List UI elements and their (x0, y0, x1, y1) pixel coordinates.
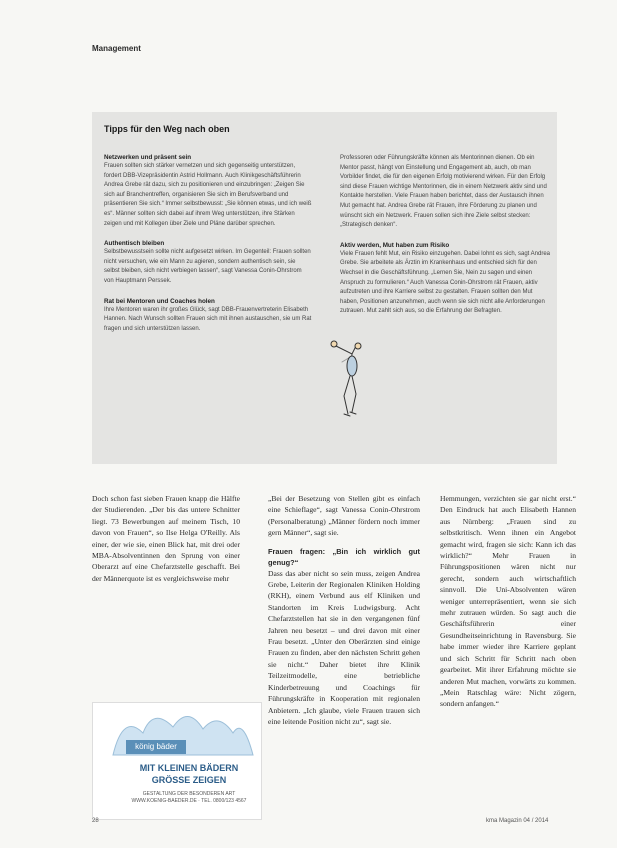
magazine-footer: kma Magazin 04 / 2014 (486, 818, 549, 824)
tip-block (104, 298, 312, 335)
woman-reaching-illustration (322, 334, 372, 434)
article-paragraph: „Bei der Besetzung von Stellen gibt es einfach eine Schieflage“, sagt Vanessa Conin-Ohrstrom (Personalberatung) „Männer fördern noch immer gern Männer“, sagt sie. (268, 494, 420, 538)
tip-heading: Aktiv werden, Mut haben zum Risiko (340, 241, 450, 249)
advertisement (92, 702, 262, 820)
article-column-1 (92, 493, 240, 584)
tip-heading: Netzwerken und präsent sein (104, 154, 192, 161)
article-subheading: Frauen fragen: „Bin ich wirklich gut genug?“ (268, 546, 420, 567)
brand-logo: könig bäder (126, 740, 186, 754)
tip-text: Viele Frauen fehlt Mut, ein Risiko einzugehen. Dabei lohnt es sich, sagt Andrea Grebe. Sie arbeitete als Ärztin im Krankenhaus und entschied sich für den Wechsel in die Geschäftsführung. „Lernen Sie, Nein zu sagen und einen Anspruch zu formulieren.“ Auch Vanessa Conin-Ohrstrom rät Frauen, aktiv aufzutreten und ihre Karriere selbst zu gestalten. Frauen sollten den Mut haben, Positionen anzunehmen, auch wenn sie sich nicht alle Anforderungen zutrauen. Mut zahlt sich aus, so die Erfahrung der Befragten. (340, 250, 551, 315)
ad-tagline: GESTALTUNG DER BESONDEREN ART (142, 791, 236, 797)
section-label: Management (92, 44, 141, 53)
tip-text: Frauen sollten sich stärker vernetzen und sich gegenseitig unterstützen, fordert DBB-Vizepräsidentin Astrid Hollmann. Auch Klinikgeschäftsführerin Andrea Grebe rät dazu, sich zu positionieren und einzubringen: „Zeigen Sie sich auf Branchentreffen, organisieren Sie sich im Berufsverband und präsentieren Sie sich.“ Immer selbstbewusst: „Sie können etwas, und ich weiß es“. Männer sollten sich dabei auf ihrem Weg unterstützen, ihre Stärken zeigen und mit Kollegen über Ziele und Pläne darüber sprechen. (104, 163, 312, 227)
tip-heading: Authentisch bleiben (104, 240, 165, 248)
article-paragraph: Hemmungen, verzichten sie gar nicht erst.“ Den Eindruck hat auch Elisabeth Hannen aus Nürnberg: „Frauen sind zu selbstkritisch. Wenn ihnen ein Angebot gemacht wird, fragen sie sich: Kann ich das wirklich?“ Mehr Frauen in Führungspositionen wären nicht nur gerecht, sondern auch wirtschaftlich sinnvoll. Die Uni-Absolventen wären weniger unterrepräsentiert, wenn sie sich mehr zutrauen würden. So sagt auch die Geschäftsführerin einer Gesundheitseinrichtung in Ravensburg. Sie habe immer wieder ihre Karriere geplant und sich Schritt für Schritt nach oben gearbeitet. Mit ihrer Erfahrung möchte sie anderen Mut machen, vorwärts zu kommen. „Mein Ratschlag wäre: Nicht zögern, sondern anfangen.“ (440, 494, 576, 709)
article-paragraph: Doch schon fast sieben Frauen knapp die Hälfte der Studierenden. „Der bis das untere Schnitter liegt. 73 Bewerbungen auf meinem Tisch, 10 davon von Frauen“, so Ilse Helga O'Reilly. Als einer, der wie sie, einen Blick hat, mit drei oder MBA-Absolventinnen den Sprung von einer Oberarzt auf eine Chefarztstelle geschafft. Bei der Männerquote ist es vergleichsweise mehr (92, 494, 240, 583)
tip-block (340, 242, 550, 317)
article-paragraph: Dass das aber nicht so sein muss, zeigen Andrea Grebe, Leiterin der Regionalen Kliniken Holding (RKH), einem Verbund aus elf Kliniken und Standorten im Kreis Ludwigsburg. Acht Chefarztstellen hat sie in den vergangenen fünf Jahren neu besetzt – und drei davon mit einer Frau besetzt. „Unter den Oberärzten sind einige Frauen zu finden, aber den nächsten Schritt gehen sie nicht.“ Daher bietet ihre Klinik Teilzeitmodelle, eine betriebliche Kinderbetreuung und Coachings für Führungskräfte in Kooperation mit regionalen Anbietern. „Ich glaube, viele Frauen trauen sich eine leitende Position nicht zu“, sagt sie. (268, 568, 420, 726)
tip-heading: Rat bei Mentoren und Coaches holen (104, 297, 215, 305)
tip-block (104, 240, 312, 286)
infobox-left-column (104, 154, 312, 345)
water-splash-icon (93, 703, 261, 763)
ad-headline-1: MIT KLEINEN BÄDERN (139, 763, 239, 773)
tip-block (104, 154, 312, 229)
infobox-title: Tipps für den Weg nach oben (104, 124, 230, 134)
article-column-3 (440, 493, 576, 710)
tip-text: Selbstbewusstsein sollte nicht aufgesetzt wirken. Im Gegenteil: Frauen sollten nicht versuchen, wie ein Mann zu agieren, sondern authentisch sein, sie selbst bleiben, sich nicht verbiegen lassen“, sagt Vanessa Conin-Ohrstrom von Hauptmann Perssek. (104, 249, 311, 284)
tip-block (340, 154, 550, 231)
page-number: 28 (92, 818, 99, 824)
ad-contact: WWW.KOENIG-BAEDER.DE · TEL. 0800/123 4567 (131, 798, 247, 804)
article-column-2 (268, 493, 420, 727)
tip-text: Professoren oder Führungskräfte können als Mentorinnen dienen. Ob ein Mentor passt, hängt von Einstellung und Engagement ab, auch, ob man Vorbilder findet, die für den eigenen Erfolg motivierend wirken. Für den Erfolg sind diese Frauen wichtige Mentorinnen, die in einem Netzwerk aktiv sind und Kontakte herstellen. Viele Frauen haben berichtet, dass der Austausch ihnen Mut gemacht hat. Andrea Grebe rät Frauen, ihre Förderung zu planen und wünscht sich ein Netzwerk. Frauen sollen sich ihre Ziele selbst stecken: „Strategisch denken“. (340, 155, 547, 229)
infobox-right-column (340, 154, 550, 328)
ad-headline-2: GRÖSSE ZEIGEN (151, 775, 227, 785)
tip-text: Ihre Mentoren waren ihr großes Glück, sagt DBB-Frauenvertreterin Elisabeth Hannen. Nach Wunsch sollten Frauen sich mit ihnen austauschen, sie um Rat fragen und sich unterstützen lassen. (104, 306, 312, 332)
